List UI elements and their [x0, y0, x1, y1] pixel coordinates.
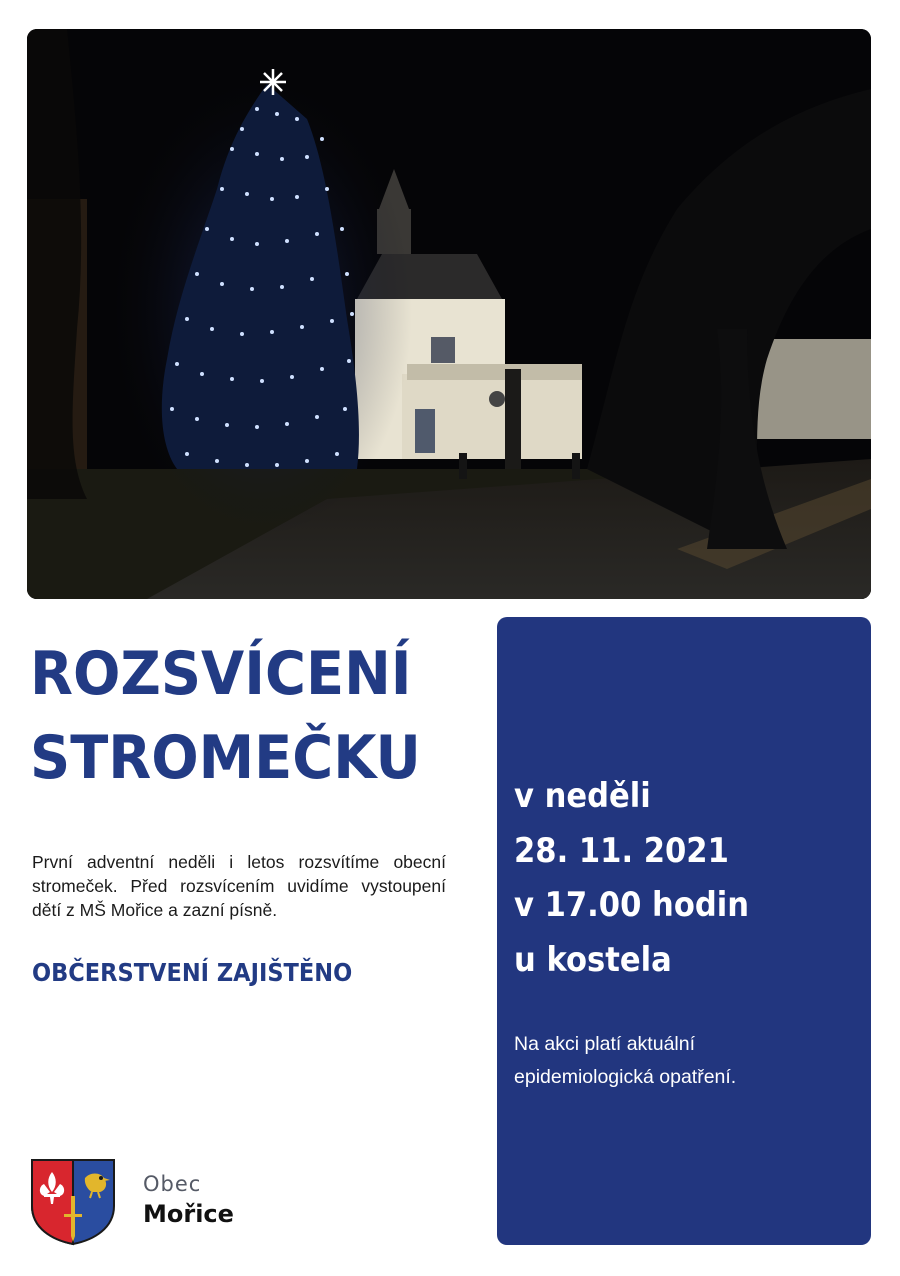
event-date: 28. 11. 2021 — [514, 830, 729, 871]
municipality-crest-icon — [30, 1158, 116, 1246]
event-details — [514, 769, 775, 987]
night-scene-illustration — [27, 29, 871, 599]
municipality-name — [143, 1172, 234, 1228]
epidemic-notice: Na akci platí aktuální epidemiologická opatření. — [514, 1033, 737, 1088]
event-day: v neděli — [514, 776, 651, 816]
event-place: u kostela — [514, 939, 672, 980]
event-time: v 17.00 hodin — [514, 885, 750, 925]
event-description: První adventní neděli i letos rozsvítíme obecní stromeček. Před rozsvícením uvidíme vystoupení dětí z MŠ Mořice a zazní písně. — [32, 852, 446, 920]
title-line-2: STROMEČKU — [30, 723, 421, 793]
refreshments-note: OBČERSTVENÍ ZAJIŠTĚNO — [32, 958, 353, 987]
event-info-box — [497, 617, 871, 1245]
municipality-prefix: Obec — [143, 1172, 202, 1196]
christmas-tree-photo — [27, 29, 871, 599]
poster-title — [30, 632, 421, 800]
municipality-title: Mořice — [143, 1200, 234, 1228]
title-line-1: ROZSVÍCENÍ — [30, 639, 412, 709]
